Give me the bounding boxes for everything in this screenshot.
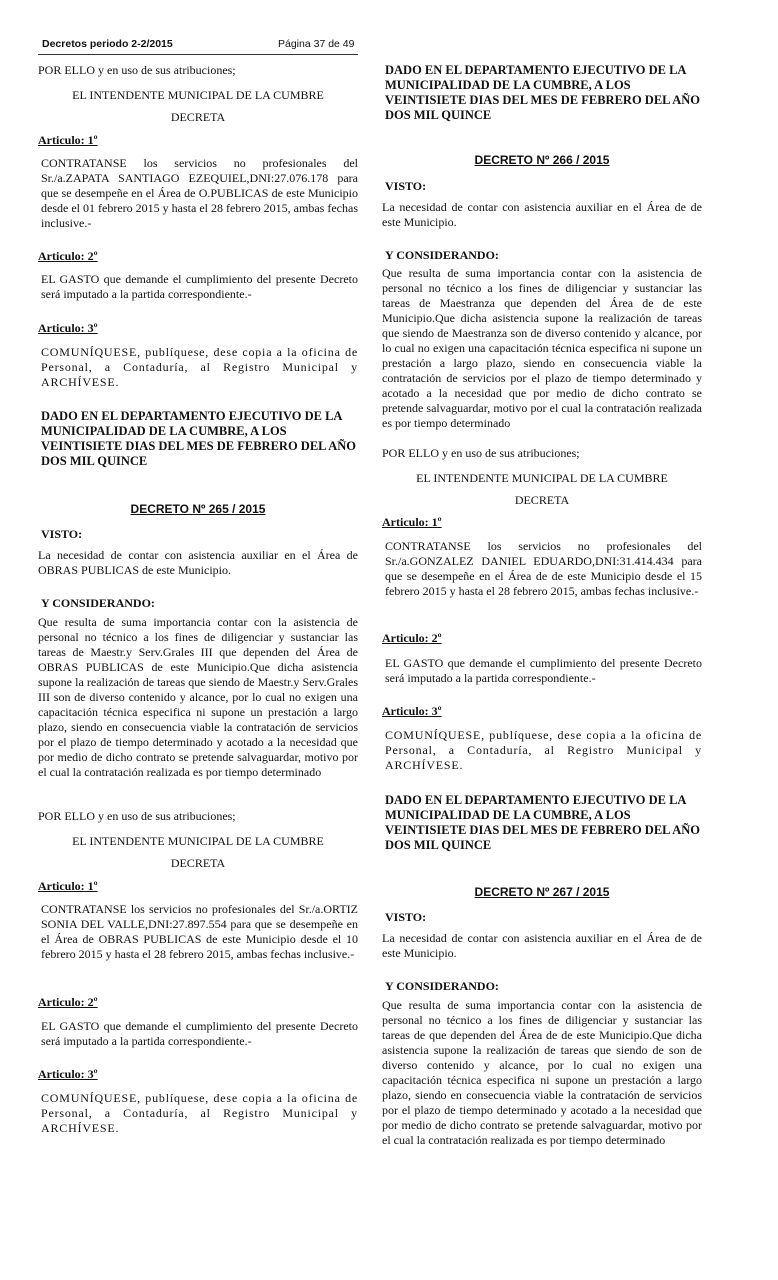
article-1-text: CONTRATANSE los servicios no profesionales del Sr./a.ZAPATA SANTIAGO EZEQUIEL,DNI:27.076.178 para que se desempeñe en el Área de O.PUBLICAS de este Municipio desde el 01 febrero 2015 y hasta el 28 febrero 2015, ambas fechas inclusive.- bbox=[41, 156, 358, 230]
decree-266-por-ello: POR ELLO y en uso de sus atribuciones; bbox=[382, 446, 580, 460]
page-header bbox=[38, 36, 358, 55]
decree-265-article-2-text: EL GASTO que demande el cumplimiento del presente Decreto será imputado a la partida correspondiente.- bbox=[41, 1019, 358, 1048]
decree-265-title: DECRETO Nº 265 / 2015 bbox=[130, 502, 266, 516]
decree-266-intendente-heading: EL INTENDENTE MUNICIPAL DE LA CUMBRE bbox=[416, 471, 668, 485]
intendente-heading: EL INTENDENTE MUNICIPAL DE LA CUMBRE bbox=[72, 88, 324, 102]
por-ello: POR ELLO y en uso de sus atribuciones; bbox=[38, 63, 236, 77]
decree-267-visto-label: VISTO: bbox=[385, 910, 427, 924]
decree-266-title: DECRETO Nº 266 / 2015 bbox=[474, 153, 610, 167]
dado-en-statement-right: DADO EN EL DEPARTAMENTO EJECUTIVO DE LA MUNICIPALIDAD DE LA CUMBRE, A LOS VEINTISIETE DIAS DEL MES DE FEBRERO DEL AÑO DOS MIL QUINCE bbox=[385, 63, 701, 122]
decree-265-article-3-label: Articulo: 3º bbox=[38, 1067, 98, 1081]
decree-266-visto-text: La necesidad de contar con asistencia auxiliar en el Área de de este Municipio. bbox=[382, 200, 702, 229]
article-1-label: Articulo: 1º bbox=[38, 133, 98, 147]
decree-267-title: DECRETO Nº 267 / 2015 bbox=[474, 885, 610, 899]
decree-266-decreta-heading: DECRETA bbox=[514, 493, 570, 507]
decree-265-decreta-heading: DECRETA bbox=[170, 856, 226, 870]
decree-267-considerando-label: Y CONSIDERANDO: bbox=[385, 979, 499, 993]
decree-266-article-3-label: Articulo: 3º bbox=[382, 704, 442, 718]
decree-267-considerando-text: Que resulta de suma importancia contar con la asistencia de personal no técnico a los fines de diligenciar y sustanciar las tareas de que dependen del Área de de este Municipio.Que dicha asistencia supone la realización de tareas que siendo de son de diverso contenido y alcance, por lo cual no exigen una capacitación técnica especifica ni supone un prestación a largo plazo, siendo en consecuencia viable la contratación de servicios por el plazo de tiempo determinado y acotado a la necesidad que por medio de dicho contrato se pretende salvaguardar, motivo por el cual la contratación realizada es por tiempo determinado bbox=[382, 998, 702, 1147]
dado-en-statement: DADO EN EL DEPARTAMENTO EJECUTIVO DE LA MUNICIPALIDAD DE LA CUMBRE, A LOS VEINTISIETE DIAS DEL MES DE FEBRERO DEL AÑO DOS MIL QUINCE bbox=[41, 409, 357, 468]
decree-266-visto-label: VISTO: bbox=[385, 179, 427, 193]
decree-265-article-3-text: COMUNÍQUESE, publíquese, dese copia a la oficina de Personal, a Contaduría, al Registro Municipal y ARCHÍVESE. bbox=[41, 1091, 358, 1135]
header-page-number: Página 37 de 49 bbox=[278, 38, 355, 50]
article-3-text: COMUNÍQUESE, publíquese, dese copia a la oficina de Personal, a Contaduría, al Registro Municipal y ARCHÍVESE. bbox=[41, 345, 358, 389]
article-2-text: EL GASTO que demande el cumplimiento del presente Decreto será imputado a la partida correspondiente.- bbox=[41, 272, 358, 301]
decree-266-article-2-text: EL GASTO que demande el cumplimiento del presente Decreto será imputado a la partida correspondiente.- bbox=[385, 656, 702, 685]
decree-266-article-3-text: COMUNÍQUESE, publíquese, dese copia a la oficina de Personal, a Contaduría, al Registro Municipal y ARCHÍVESE. bbox=[385, 728, 702, 772]
decree-265-considerando-text: Que resulta de suma importancia contar con la asistencia de personal no técnico a los fines de diligenciar y sustanciar las tareas de Maestr.y Serv.Grales III que dependen del Área de OBRAS PUBLICAS de este Municipio.Que dicha asistencia supone la realización de tareas que siendo de Maestr.y Serv.Grales III son de diverso contenido y alcance, por lo cual no exigen una capacitación técnica especifica ni supone un prestación a largo plazo, siendo en consecuencia viable la contratación de servicios por el plazo de tiempo determinado y acotado a la necesidad que por medio de dicho contrato se pretende salvaguardar, motivo por el cual la contratación realizada es por tiempo determinado bbox=[38, 615, 358, 779]
article-2-label: Articulo: 2º bbox=[38, 249, 98, 263]
header-document-title: Decretos periodo 2-2/2015 bbox=[42, 38, 173, 50]
decree-265-intendente-heading: EL INTENDENTE MUNICIPAL DE LA CUMBRE bbox=[72, 834, 324, 848]
decree-267-visto-text: La necesidad de contar con asistencia auxiliar en el Área de de este Municipio. bbox=[382, 931, 702, 960]
decree-265-por-ello: POR ELLO y en uso de sus atribuciones; bbox=[38, 809, 236, 823]
decree-266-article-1-text: CONTRATANSE los servicios no profesionales del Sr./a.GONZALEZ DANIEL EDUARDO,DNI:31.414.434 para que se desempeñe en el Área de de este Municipio desde el 15 febrero 2015 y hasta el 28 febrero 2015, ambas fechas inclusive.- bbox=[385, 539, 702, 598]
decree-265-considerando-label: Y CONSIDERANDO: bbox=[41, 596, 155, 610]
decree-266-article-1-label: Articulo: 1º bbox=[382, 515, 442, 529]
decree-266-dado-en-statement: DADO EN EL DEPARTAMENTO EJECUTIVO DE LA MUNICIPALIDAD DE LA CUMBRE, A LOS VEINTISIETE DIAS DEL MES DE FEBRERO DEL AÑO DOS MIL QUINCE bbox=[385, 793, 701, 852]
decree-265-visto-text: La necesidad de contar con asistencia auxiliar en el Área de OBRAS PUBLICAS de este Municipio. bbox=[38, 548, 358, 577]
decree-266-considerando-text: Que resulta de suma importancia contar con la asistencia de personal no técnico a los fines de diligenciar y sustanciar las tareas de Maestranza que dependen del Área de de este Municipio.Que dicha asistencia supone la realización de tareas que siendo de Maestranza son de diverso contenido y alcance, por lo cual no exigen una capacitación técnica especifica ni supone un prestación a largo plazo, siendo en consecuencia viable la contratación de servicios por el plazo de tiempo determinado y acotado a la necesidad que por medio de dicho contrato se pretende salvaguardar, motivo por el cual la contratación realizada es por tiempo determinado bbox=[382, 266, 702, 430]
decree-266-article-2-label: Articulo: 2º bbox=[382, 631, 442, 645]
decree-265-article-1-label: Articulo: 1º bbox=[38, 879, 98, 893]
decree-265-visto-label: VISTO: bbox=[41, 527, 83, 541]
decree-265-article-2-label: Articulo: 2º bbox=[38, 995, 98, 1009]
article-3-label: Articulo: 3º bbox=[38, 321, 98, 335]
decreta-heading: DECRETA bbox=[170, 110, 226, 124]
decree-265-article-1-text: CONTRATANSE los servicios no profesionales del Sr./a.ORTIZ SONIA DEL VALLE,DNI:27.897.554 para que se desempeñe en el Área de OBRAS PUBLICAS de este Municipio desde el 10 febrero 2015 y hasta el 28 febrero 2015, ambas fechas inclusive.- bbox=[41, 902, 358, 961]
decree-266-considerando-label: Y CONSIDERANDO: bbox=[385, 248, 499, 262]
